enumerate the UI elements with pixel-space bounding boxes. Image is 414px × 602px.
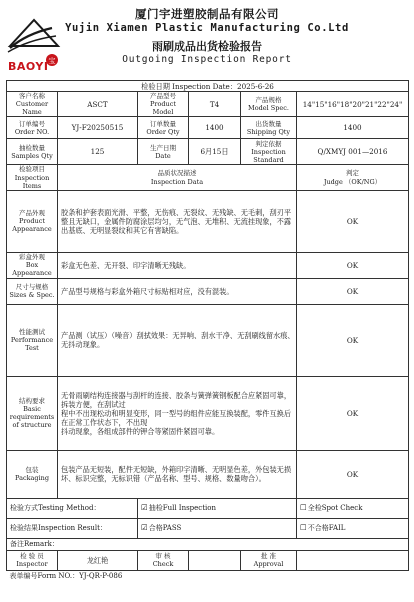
inspection-date: 检验日期 Inspection Date：2025-6-26 <box>7 81 409 92</box>
item-data-packaging: 包装产品无短装，配件无短缺，外箱印字清晰、无明显色差，外包装无损坏、标识完整，无标识错（产品名称、型号、规格、数量吻合）。 <box>58 450 297 498</box>
report-header <box>0 0 414 82</box>
spot-check-text: 全检Spot Check <box>307 504 363 513</box>
full-inspection-text: 抽检Full Inspection <box>148 504 216 513</box>
inspection-result-label: 检验结果Inspection Result： <box>7 518 138 538</box>
customer-name-label: 客户名称 Customer Name <box>7 92 58 117</box>
product-model-value: T4 <box>189 92 241 117</box>
fail-checkbox-icon[interactable]: ☐ <box>300 523 307 533</box>
item-label-product-appearance: 产品外观 Product Appearance <box>7 190 58 252</box>
inspection-items-header: 检验项目 Inspection Items <box>7 165 58 190</box>
item-label-packaging: 包装 Packaging <box>7 450 58 498</box>
check-label: 审 核 Check <box>138 550 189 570</box>
company-name-cn: 厦门宇进塑胶制品有限公司 <box>135 7 279 21</box>
shipping-qty-value: 1400 <box>297 117 409 139</box>
spot-check-option[interactable] <box>297 498 409 518</box>
inspection-standard-label: 判定依据 Inspection Standard <box>241 139 297 165</box>
fail-option[interactable] <box>297 518 409 538</box>
pass-text: 合格PASS <box>148 524 182 533</box>
shipping-qty-label: 出货数量 Shipping Qty <box>241 117 297 139</box>
item-label-structure: 结构要求 Basic requirements of structure <box>7 376 58 450</box>
order-qty-label: 订单数量 Order Qty <box>138 117 189 139</box>
item-judge-box-appearance: OK <box>297 252 409 278</box>
model-spec-value: 14"15"16"18"20"21"22"24" <box>297 92 409 117</box>
customer-name-value: ASCT <box>58 92 138 117</box>
samples-qty-value: 125 <box>58 139 138 165</box>
report-title-en: Outgoing Inspection Report <box>122 54 292 65</box>
form-number: 表单编号Form NO.：YJ-QR-P-086 <box>9 571 123 580</box>
item-judge-product-appearance: OK <box>297 190 409 252</box>
check-value <box>189 550 241 570</box>
product-model-label: 产品型号 Product Model <box>138 92 189 117</box>
item-label-box-appearance: 彩盒外观 Box Appearance <box>7 252 58 278</box>
spot-check-checkbox-icon[interactable]: ☐ <box>300 503 307 513</box>
item-data-structure: 无骨雨刷结构连接器与刮杆的连接、胶条与簧弹簧钢板配合应紧固可靠，拆装方便，在刮试过 程中不出现松动和明显变形，同一型号的组件应能互换装配，零件互换后在正常工作状态下，不出现 抖动现象，各组成部件的钾合等紧固件紧固可靠。 <box>58 376 297 450</box>
pass-checkbox-icon[interactable]: ☑ <box>141 523 148 533</box>
remark-field[interactable]: 备注Remark： <box>7 538 409 550</box>
approval-label: 批 准 Approval <box>241 550 297 570</box>
item-data-sizes-spec: 产品型号规格与彩盒外箱尺寸标贴相对应，没有混装。 <box>58 278 297 304</box>
full-inspection-checkbox-icon[interactable]: ☑ <box>141 503 148 513</box>
inspection-data-header: 品质状况描述 Inspection Data <box>58 165 297 190</box>
inspector-value: 龙红艳 <box>58 550 138 570</box>
item-judge-structure: OK <box>297 376 409 450</box>
production-date-value: 6月15日 <box>189 139 241 165</box>
testing-method-label: 检验方式Testing Method： <box>7 498 138 518</box>
item-data-box-appearance: 彩盒无色差、无开裂、印字清晰无残缺。 <box>58 252 297 278</box>
production-date-label: 生产日期 Date <box>138 139 189 165</box>
logo-text: BAOYI <box>8 60 49 73</box>
order-no-label: 订单编号 Order NO. <box>7 117 58 139</box>
item-judge-sizes-spec: OK <box>297 278 409 304</box>
order-qty-value: 1400 <box>189 117 241 139</box>
item-judge-performance-test: OK <box>297 304 409 376</box>
item-data-product-appearance: 胶条和护套表面光滑、平整，无伤痕、无裂纹、无残缺、无毛刺，刮刃平整且无缺口，金属件防腐涂层均匀，无气泡、无堆积、无流挂现象，不露出基底、无明显裂纹和其它有害缺陷。 <box>58 190 297 252</box>
model-spec-label: 产品规格 Model Spec. <box>241 92 297 117</box>
order-no-value: YJ-F20250515 <box>58 117 138 139</box>
fail-text: 不合格FAIL <box>307 524 346 533</box>
approval-value <box>297 550 409 570</box>
pass-option[interactable] <box>138 518 297 538</box>
inspector-label: 检 验 员 Inspector <box>7 550 58 570</box>
company-name-en: Yujin Xiamen Plastic Manufacturing Co.Ltd <box>65 22 349 34</box>
item-data-performance-test: 产品测（试压）（噪音）刮拭效果：无异响、刮水干净、无刮刷线留水痕、无抖动现象。 <box>58 304 297 376</box>
inspection-report-table <box>6 80 409 581</box>
judge-header: 判定 Judge （OK/NG） <box>297 165 409 190</box>
item-label-performance-test: 性能测试 Performance Test <box>7 304 58 376</box>
item-judge-packaging: OK <box>297 450 409 498</box>
inspection-standard-value: Q/XMYJ 001—2016 <box>297 139 409 165</box>
report-title-cn: 雨刷成品出货检验报告 <box>152 40 262 53</box>
item-label-sizes-spec: 尺寸与规格 Sizes & Spec. <box>7 278 58 304</box>
samples-qty-label: 抽检数量 Samples Qty <box>7 139 58 165</box>
full-inspection-option[interactable] <box>138 498 297 518</box>
svg-text:宝: 宝 <box>48 57 56 65</box>
